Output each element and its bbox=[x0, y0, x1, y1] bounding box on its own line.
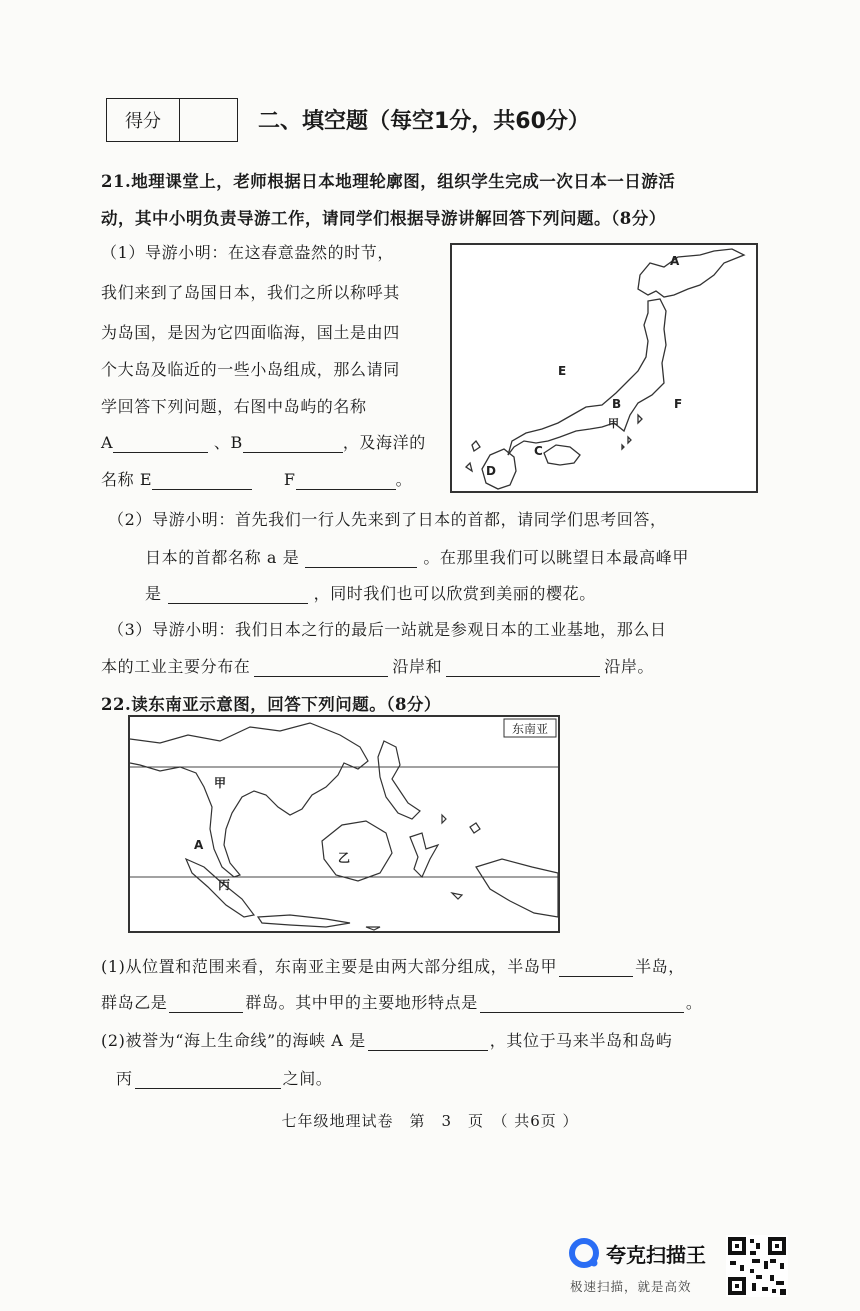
sea-map-label-a: A bbox=[194, 838, 204, 852]
scanner-watermark bbox=[568, 1235, 796, 1299]
japan-map-label-c: C bbox=[534, 444, 543, 458]
q22-p1-line1 bbox=[101, 954, 685, 977]
answer-blank-highest-peak[interactable] bbox=[168, 587, 308, 604]
q21-p3-line2b: 沿岸和 bbox=[392, 657, 443, 676]
score-box bbox=[106, 98, 238, 142]
q21-sea-text: ，及海洋的 bbox=[342, 433, 426, 452]
scanner-name: 夸克扫描王 bbox=[606, 1243, 706, 1267]
q21-label-e: 名称 E bbox=[101, 470, 153, 489]
japan-map-label-b: B bbox=[612, 397, 622, 411]
japan-map-label-d: D bbox=[486, 464, 496, 478]
q22-p2-line2a: 丙 bbox=[116, 1069, 133, 1088]
q21-label-b: 、B bbox=[213, 433, 243, 452]
q22-p1-line2b: 群岛。其中甲的主要地形特点是 bbox=[245, 993, 478, 1012]
score-label: 得分 bbox=[107, 99, 180, 141]
q22-p2-line2 bbox=[116, 1066, 332, 1089]
q21-p1-line: 为岛国，是因为它四面临海，国土是由四 bbox=[101, 323, 400, 342]
q22-p1-line2c: 。 bbox=[685, 993, 703, 1012]
answer-blank-coast-1[interactable] bbox=[254, 660, 388, 677]
q21-label-a: A bbox=[101, 433, 114, 452]
sea-map-label-bing: 丙 bbox=[218, 878, 231, 892]
q21-p1-end: 。 bbox=[395, 470, 413, 489]
answer-blank-a[interactable] bbox=[113, 436, 208, 453]
answer-blank-archipelago[interactable] bbox=[169, 996, 243, 1013]
answer-blank-coast-2[interactable] bbox=[446, 660, 600, 677]
q22-p1-line1b: 半岛， bbox=[635, 957, 685, 976]
q21-p3-line1: （3）导游小明：我们日本之行的最后一站就是参观日本的工业基地，那么日 bbox=[108, 620, 667, 639]
scanner-logo-icon bbox=[568, 1237, 600, 1269]
q21-p1-line: 学回答下列问题，右图中岛屿的名称 bbox=[101, 397, 367, 416]
q21-p1-line: 我们来到了岛国日本，我们之所以称呼其 bbox=[101, 283, 400, 302]
q21-p2-line2b: 。在那里我们可以眺望日本最高峰甲 bbox=[423, 548, 689, 567]
q21-p3-line2c: 沿岸。 bbox=[604, 657, 655, 676]
sea-map-label-yi: 乙 bbox=[338, 851, 351, 865]
q21-title-line1: 21.地理课堂上，老师根据日本地理轮廓图，组织学生完成一次日本一日游活 bbox=[101, 172, 676, 191]
japan-map-label-a: A bbox=[670, 254, 680, 268]
q22-p2-line1a: (2)被誉为“海上生命线”的海峡 A 是 bbox=[101, 1031, 366, 1050]
answer-blank-island[interactable] bbox=[135, 1072, 281, 1089]
q22-p2-line1b: ，其位于马来半岛和岛屿 bbox=[489, 1031, 673, 1050]
q21-p2-line1: （2）导游小明：首先我们一行人先来到了日本的首都，请同学们思考回答， bbox=[108, 510, 667, 529]
score-value-cell bbox=[180, 99, 237, 141]
q21-p2-line2 bbox=[145, 545, 689, 568]
q22-p1-line1a: (1)从位置和范围来看，东南亚主要是由两大部分组成，半岛甲 bbox=[101, 957, 558, 976]
q21-p2-line3 bbox=[145, 581, 596, 604]
answer-blank-strait[interactable] bbox=[368, 1034, 488, 1051]
japan-map-label-f: F bbox=[674, 397, 683, 411]
q22-title: 22.读东南亚示意图，回答下列问题。（8分） bbox=[101, 695, 441, 714]
answer-blank-peninsula[interactable] bbox=[559, 960, 633, 977]
q21-p2-line2a: 日本的首都名称 a 是 bbox=[145, 548, 300, 567]
sea-map-title: 东南亚 bbox=[511, 722, 549, 736]
answer-blank-b[interactable] bbox=[243, 436, 343, 453]
q21-p1-blanks-ab bbox=[101, 430, 426, 453]
answer-blank-e[interactable] bbox=[152, 473, 252, 490]
answer-blank-terrain[interactable] bbox=[480, 996, 684, 1013]
sea-map-label-jia: 甲 bbox=[214, 776, 227, 790]
q22-p1-line2a: 群岛乙是 bbox=[101, 993, 168, 1012]
q21-p1-line: 个大岛及临近的一些小岛组成，那么请同 bbox=[101, 360, 400, 379]
q21-title-line2: 动，其中小明负责导游工作，请同学们根据导游讲解回答下列问题。（8分） bbox=[101, 209, 666, 228]
section-title: 二、填空题（每空1分，共60分） bbox=[258, 109, 590, 134]
q22-p1-line2 bbox=[101, 990, 702, 1013]
answer-blank-capital[interactable] bbox=[305, 551, 417, 568]
scanner-slogan: 极速扫描，就是高效 bbox=[570, 1279, 692, 1294]
japan-map bbox=[450, 243, 758, 493]
q21-label-f: F bbox=[283, 470, 296, 489]
q21-p2-line3b: ，同时我们也可以欣赏到美丽的樱花。 bbox=[313, 584, 596, 603]
page-footer: 七年级地理试卷 第 3 页 （ 共6页 ） bbox=[281, 1112, 579, 1130]
japan-map-label-jia: 甲 bbox=[608, 417, 619, 430]
q21-p1-blanks-ef bbox=[101, 467, 412, 490]
q21-p1-line: （1）导游小明：在这春意盎然的时节， bbox=[101, 243, 394, 262]
southeast-asia-map bbox=[128, 715, 560, 933]
japan-map-label-e: E bbox=[558, 364, 567, 378]
q22-p2-line2b: 之间。 bbox=[282, 1069, 333, 1088]
answer-blank-f[interactable] bbox=[296, 473, 396, 490]
qr-code-icon bbox=[726, 1235, 788, 1297]
q21-p3-line2 bbox=[101, 654, 654, 677]
q21-p3-line2a: 本的工业主要分布在 bbox=[101, 657, 251, 676]
q22-p2-line1 bbox=[101, 1028, 672, 1051]
q21-p2-line3a: 是 bbox=[145, 584, 162, 603]
